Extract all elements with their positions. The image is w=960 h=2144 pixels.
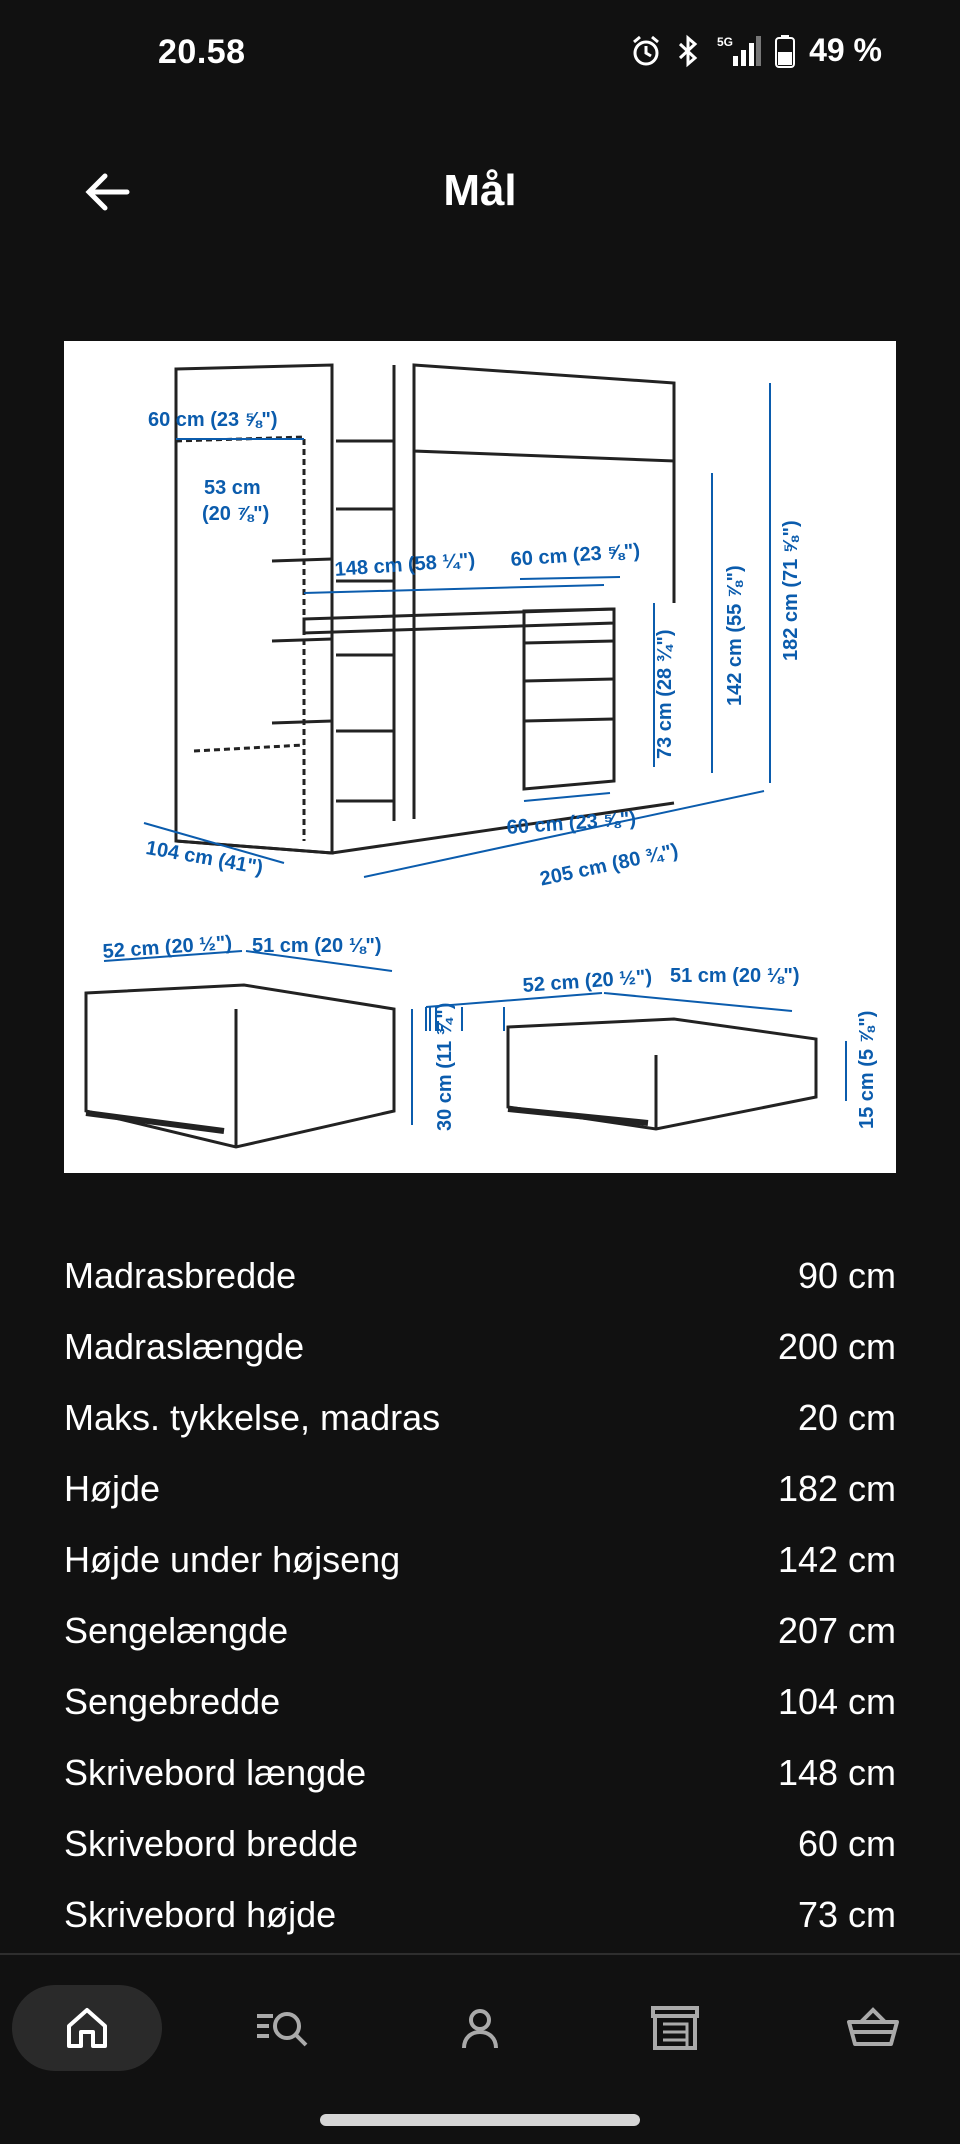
page-title: Mål bbox=[443, 166, 517, 215]
measurements-list bbox=[64, 1240, 896, 1950]
spec-row bbox=[64, 1666, 896, 1737]
bluetooth-icon bbox=[677, 34, 699, 68]
dim-label: 60 cm (23 ⅝") bbox=[148, 409, 278, 431]
nav-account[interactable] bbox=[405, 1985, 555, 2071]
spec-value: 182 cm bbox=[777, 1467, 896, 1509]
spec-label: Skrivebord højde bbox=[64, 1893, 337, 1935]
spec-label: Højde bbox=[64, 1467, 161, 1509]
battery-percent: 49 % bbox=[809, 32, 882, 68]
spec-value: 73 cm bbox=[797, 1893, 896, 1935]
battery-icon bbox=[775, 34, 795, 68]
search-list-icon bbox=[253, 2004, 313, 2052]
dim-label: 15 cm (5 ⅞") bbox=[856, 1010, 878, 1129]
spec-value: 20 cm bbox=[797, 1396, 896, 1438]
spec-row bbox=[64, 1382, 896, 1453]
dim-label: 51 cm (20 ⅛") bbox=[670, 965, 800, 987]
spec-label: Sengebredde bbox=[64, 1680, 281, 1722]
spec-label: Sengelængde bbox=[64, 1609, 289, 1651]
spec-value: 200 cm bbox=[777, 1325, 896, 1367]
spec-row bbox=[64, 1524, 896, 1595]
network-type: 5G bbox=[717, 34, 734, 49]
dim-label: 148 cm (58 ¼") bbox=[334, 549, 476, 581]
basket-icon bbox=[845, 2004, 901, 2052]
nav-store[interactable] bbox=[600, 1985, 750, 2071]
home-icon bbox=[63, 2004, 111, 2052]
nav-search[interactable] bbox=[208, 1985, 358, 2071]
spec-label: Maks. tykkelse, madras bbox=[64, 1396, 441, 1438]
dim-label: 30 cm (11 ¾") bbox=[434, 1002, 456, 1131]
spec-label: Madrasbredde bbox=[64, 1254, 297, 1296]
spec-row bbox=[64, 1453, 896, 1524]
dim-label: 53 cm bbox=[204, 477, 261, 499]
top-app-bar bbox=[0, 150, 960, 235]
spec-row bbox=[64, 1737, 896, 1808]
nav-home[interactable] bbox=[12, 1985, 162, 2071]
spec-label: Højde under højseng bbox=[64, 1538, 401, 1580]
spec-label: Skrivebord bredde bbox=[64, 1822, 359, 1864]
dim-label: 60 cm (23 ⅝") bbox=[510, 539, 641, 571]
dimension-diagram bbox=[64, 341, 896, 1173]
spec-value: 207 cm bbox=[777, 1609, 896, 1651]
dim-label: 205 cm (80 ¾") bbox=[538, 839, 681, 891]
alarm-icon bbox=[629, 34, 663, 68]
dim-label: 52 cm (20 ½") bbox=[522, 965, 653, 997]
spec-value: 148 cm bbox=[777, 1751, 896, 1793]
spec-row bbox=[64, 1879, 896, 1950]
spec-value: 142 cm bbox=[777, 1538, 896, 1580]
status-icons bbox=[629, 32, 882, 69]
store-icon bbox=[647, 2004, 703, 2052]
signal-icon bbox=[713, 34, 761, 68]
spec-row bbox=[64, 1595, 896, 1666]
loft-bed-drawing bbox=[64, 341, 896, 1173]
dim-label: 52 cm (20 ½") bbox=[102, 931, 233, 963]
spec-label: Skrivebord længde bbox=[64, 1751, 367, 1793]
spec-value: 104 cm bbox=[777, 1680, 896, 1722]
dim-label: 60 cm (23 ⅝") bbox=[506, 807, 637, 839]
bottom-navigation bbox=[0, 1955, 960, 2095]
spec-value: 60 cm bbox=[797, 1822, 896, 1864]
spec-row bbox=[64, 1808, 896, 1879]
home-indicator[interactable] bbox=[320, 2114, 640, 2126]
dim-label: 51 cm (20 ⅛") bbox=[252, 935, 382, 957]
status-bar bbox=[0, 0, 960, 110]
spec-label: Madraslængde bbox=[64, 1325, 305, 1367]
account-icon bbox=[456, 2004, 504, 2052]
dim-label: 142 cm (55 ⅞") bbox=[724, 565, 746, 706]
spec-row bbox=[64, 1240, 896, 1311]
dim-label: 182 cm (71 ⅝") bbox=[780, 520, 802, 661]
dim-label: (20 ⅞") bbox=[202, 503, 270, 525]
dim-label: 73 cm (28 ¾") bbox=[654, 629, 676, 759]
dim-label: 104 cm (41") bbox=[144, 837, 265, 880]
spec-value: 90 cm bbox=[797, 1254, 896, 1296]
spec-row bbox=[64, 1311, 896, 1382]
status-time: 20.58 bbox=[158, 33, 246, 71]
nav-basket[interactable] bbox=[798, 1985, 948, 2071]
